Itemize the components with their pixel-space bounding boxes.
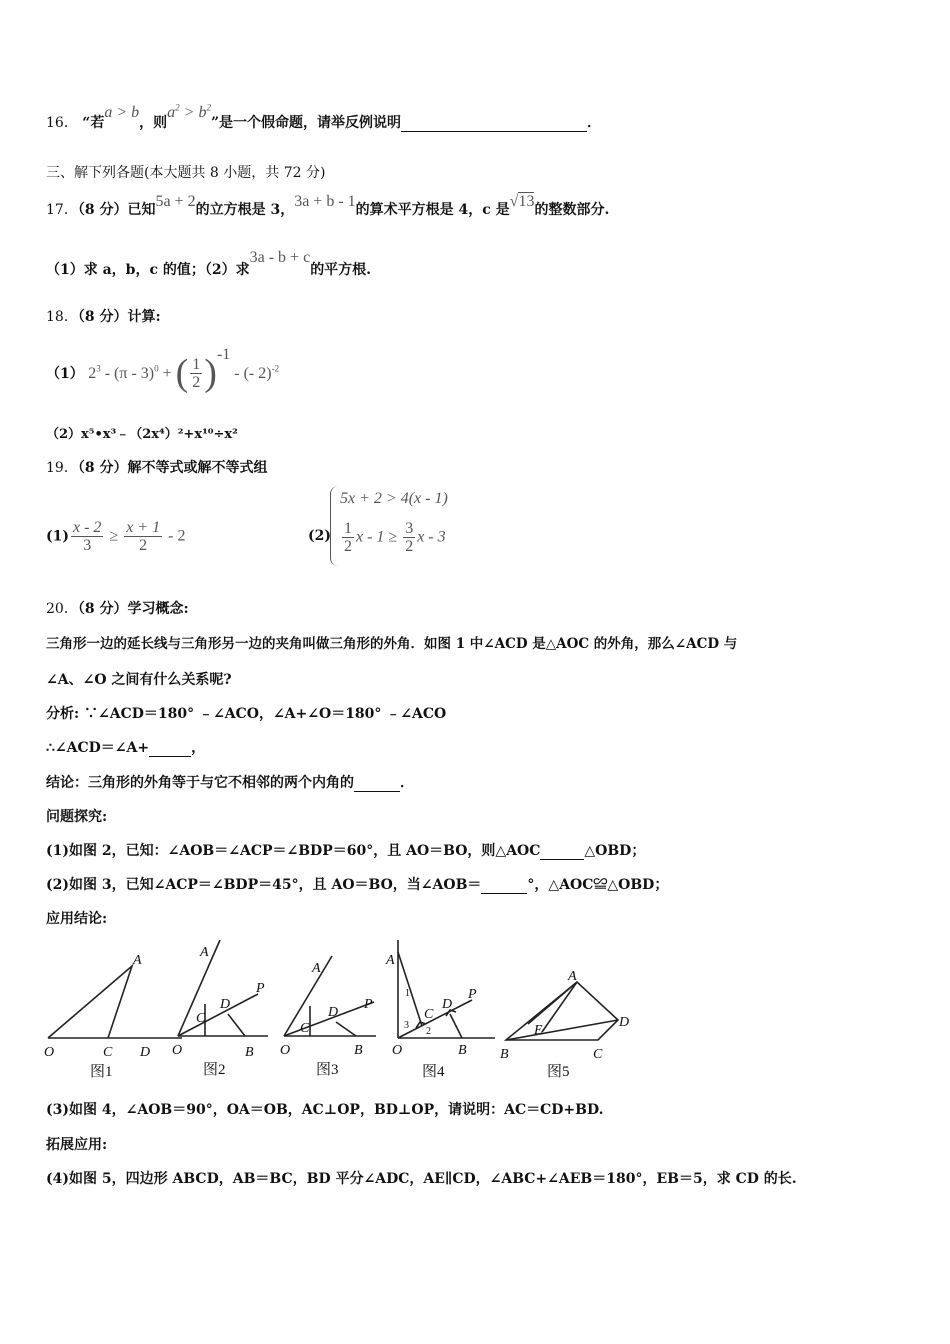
q20-line8: (2)如图 3，已知∠ACP＝∠BDP＝45°，且 AO＝BO，当∠AOB＝ °，△AOC≌△OBD； [46,877,669,893]
fig3-label-A: A [312,961,321,976]
fig5-label-B: B [500,1047,509,1062]
question-18-part2: （2）x⁵•x³﹣（2x⁴）²+x¹⁰÷x² [46,427,238,442]
fig1-label-A: A [133,953,142,968]
q20-line11: 拓展应用: [46,1137,108,1153]
fig4-label-P: P [468,987,477,1002]
q20-line7: (1)如图 2，已知：∠AOB＝∠ACP＝∠BDP＝60°，且 AO＝BO，则△AOC △OBD； [46,843,646,859]
fig1-label-C: C [103,1045,113,1060]
q20-line12: (4)如图 5，四边形 ABCD，AB＝BC，BD 平分∠ADC，AE∥CD，∠ABC+∠AEB＝180°，EB＝5，求 CD 的长. [46,1171,797,1187]
system-brace [330,486,339,566]
fig4-label-B: B [458,1043,467,1058]
q20-line3: 分析: ∵∠ACD＝180° ﹣∠ACO，∠A+∠O＝180° ﹣∠ACO [46,706,447,722]
answer-blank[interactable] [149,740,191,757]
fig4-label-A: A [386,953,395,968]
question-17-parts: （1）求 a，b，c 的值；（2）求3a - b + c的平方根. [46,249,372,278]
q20-line4: ∴∠ACD＝∠A+ ， [46,740,206,756]
fig3-label-B: B [354,1043,363,1058]
question-16: 16． “若a > b，则$a^2 > b^2$”是一个假命题，请举反例说明 ． [46,102,601,131]
fig2-label-C: C [196,1011,206,1026]
fig4-label-D: D [442,997,453,1012]
fig5-label-D: D [619,1015,630,1030]
question-17: 17．（8 分）已知5a + 2的立方根是 3，3a + b - 1的算术平方根是 4，c 是√13的整数部分. [46,193,610,218]
fig3-label-C: C [300,1021,310,1036]
fig3-label-P: P [364,997,373,1012]
fig3-label-D: D [328,1005,339,1020]
fig3-caption: 图3 [316,1062,339,1078]
answer-blank[interactable] [354,775,400,792]
geometry-figures [40,934,640,1084]
section-3-title: 三、解下列各题(本大题共 8 小题，共 72 分) [46,165,326,181]
question-19-part2-label: (2) [308,528,331,544]
fig2-label-D: D [220,997,231,1012]
fig4-label-O: O [392,1043,403,1058]
fig2-label-P: P [256,981,265,996]
question-18: 18．（8 分）计算: [46,309,161,325]
question-20: 20．（8 分）学习概念: [46,601,189,617]
fig5-label-A: A [568,969,577,984]
inequality-1: 5x + 2 > 4(x - 1) [340,490,448,507]
answer-blank[interactable] [540,843,584,860]
fig4-caption: 图4 [422,1064,445,1080]
question-19: 19．（8 分）解不等式或解不等式组 [46,460,268,476]
fig5-caption: 图5 [547,1064,570,1080]
answer-blank[interactable] [481,877,527,894]
inequality-2: $\frac{1}{2}$ x - 1 ≥ $\frac{3}{2}$ x - 3 [344,520,446,555]
q20-line10: (3)如图 4，∠AOB＝90°，OA＝OB，AC⊥OP，BD⊥OP，请说明：AC＝CD+BD. [46,1102,604,1118]
fig2-caption: 图2 [203,1062,226,1078]
fig1-label-O: O [44,1045,55,1060]
q20-line5: 结论：三角形的外角等于与它不相邻的两个内角的 ． [46,775,414,791]
fig4-label-C: C [424,1007,434,1022]
q20-line6: 问题探究: [46,809,108,825]
fig4-angle-1: 1 [405,988,410,999]
question-19-part1: (1) $\frac{x - 2}{3}$ ≥ $\frac{x + 1}{2}$ - 2 [46,519,186,554]
question-18-part1: （1） $2^3 - (\pi - 3)^0$ + ( $\frac{1}{2}$ )$^{-1}$ - (- 2)$^{-2}$ [46,346,280,394]
q20-line1: 三角形一边的延长线与三角形另一边的夹角叫做三角形的外角．如图 1 中∠ACD 是△AOC 的外角，那么∠ACD 与 [46,636,738,652]
fig3-label-O: O [280,1043,291,1058]
fig1-label-D: D [140,1045,151,1060]
fig4-angle-2: 2 [426,1026,431,1037]
answer-blank[interactable] [401,115,587,132]
fig5-label-E: E [534,1023,543,1038]
fig4-angle-3: 3 [404,1020,409,1031]
fig2-label-O: O [172,1043,183,1058]
q20-line2: ∠A、∠O 之间有什么关系呢? [46,672,232,688]
fig1-caption: 图1 [90,1064,113,1080]
fig2-label-B: B [245,1045,254,1060]
fig2-label-A: A [200,945,209,960]
q20-line9: 应用结论: [46,911,108,927]
fig5-label-C: C [593,1047,603,1062]
